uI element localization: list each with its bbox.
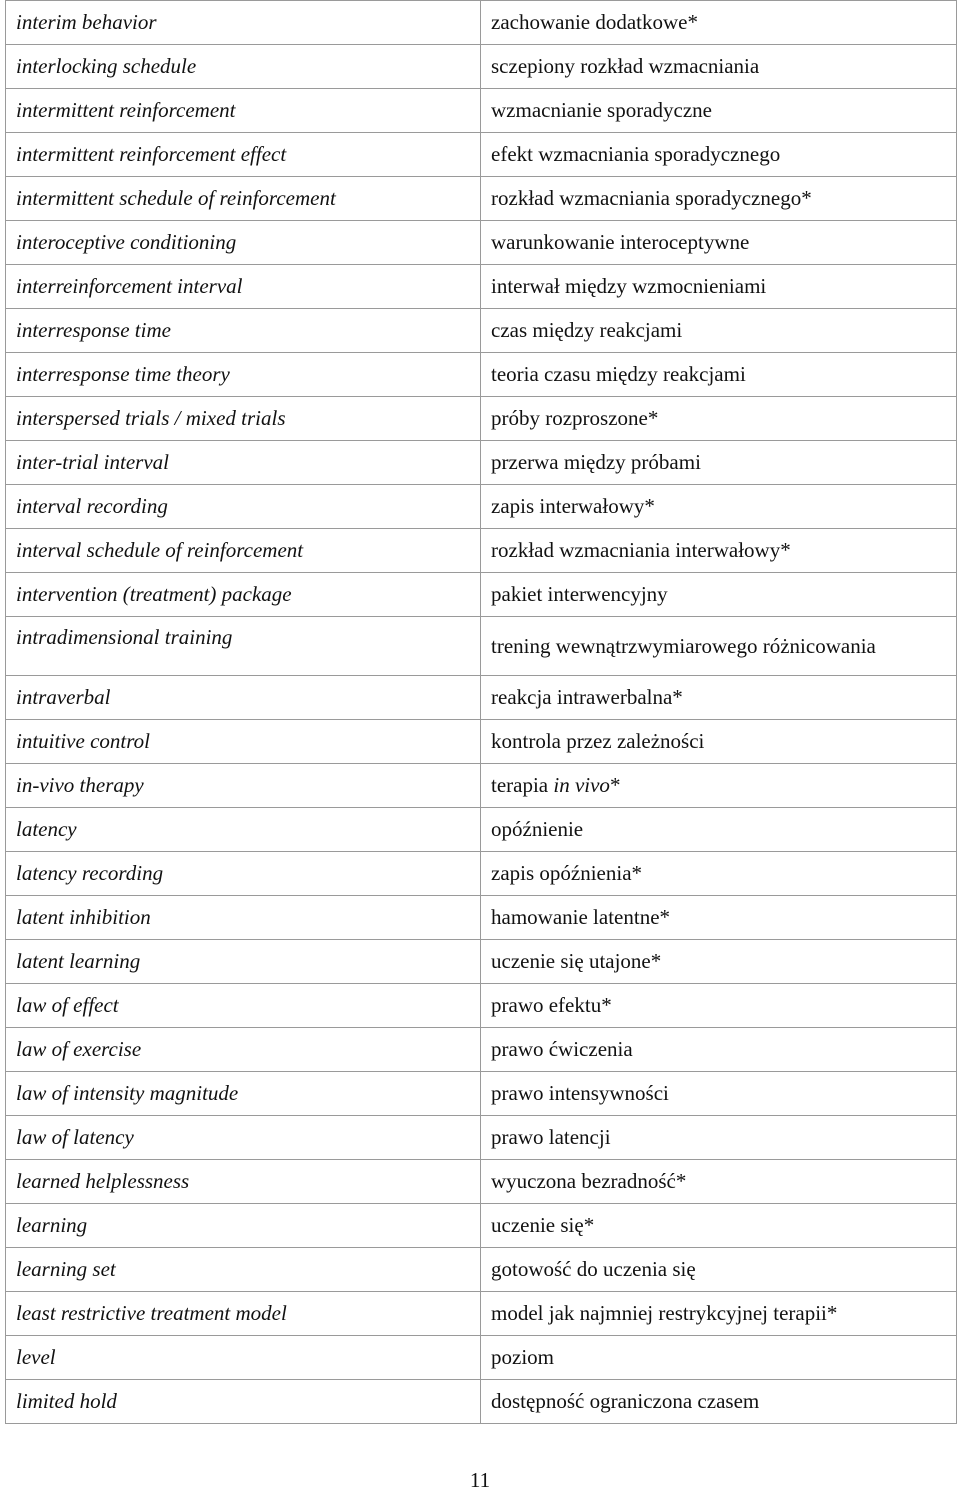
- polish-term-suffix: *: [609, 773, 621, 797]
- table-row: [6, 984, 957, 1028]
- table-row: [6, 177, 957, 221]
- polish-term: dostępność ograniczona czasem: [481, 1380, 957, 1424]
- glossary-table: [5, 0, 957, 1424]
- polish-term: efekt wzmacniania sporadycznego: [481, 133, 957, 177]
- polish-term: [481, 764, 957, 808]
- polish-term: przerwa między próbami: [481, 441, 957, 485]
- table-row: [6, 133, 957, 177]
- english-term: limited hold: [6, 1380, 481, 1424]
- polish-term: zapis opóźnienia*: [481, 852, 957, 896]
- table-row: [6, 1380, 957, 1424]
- english-term: interresponse time: [6, 309, 481, 353]
- polish-term: gotowość do uczenia się: [481, 1248, 957, 1292]
- english-term: interlocking schedule: [6, 45, 481, 89]
- polish-term: opóźnienie: [481, 808, 957, 852]
- english-term: interspersed trials / mixed trials: [6, 397, 481, 441]
- page-number: 11: [469, 1468, 491, 1492]
- english-term: intraverbal: [6, 676, 481, 720]
- polish-term-italic: in vivo: [553, 773, 610, 797]
- english-term: inter-trial interval: [6, 441, 481, 485]
- english-term: intermittent reinforcement: [6, 89, 481, 133]
- english-term: latent learning: [6, 940, 481, 984]
- table-row: [6, 397, 957, 441]
- english-term: level: [6, 1336, 481, 1380]
- polish-term: model jak najmniej restrykcyjnej terapii*: [481, 1292, 957, 1336]
- polish-term: trening wewnątrzwymiarowego różnicowania: [481, 617, 957, 676]
- polish-term: pakiet interwencyjny: [481, 573, 957, 617]
- polish-term: teoria czasu między reakcjami: [481, 353, 957, 397]
- polish-term: uczenie się*: [481, 1204, 957, 1248]
- english-term: law of effect: [6, 984, 481, 1028]
- table-row: [6, 309, 957, 353]
- table-row: [6, 764, 957, 808]
- polish-term: kontrola przez zależności: [481, 720, 957, 764]
- english-term: intradimensional training: [6, 617, 481, 676]
- table-row: [6, 940, 957, 984]
- table-row: [6, 485, 957, 529]
- table-row: [6, 896, 957, 940]
- table-row: [6, 1160, 957, 1204]
- table-row: [6, 441, 957, 485]
- polish-term: uczenie się utajone*: [481, 940, 957, 984]
- polish-term: prawo ćwiczenia: [481, 1028, 957, 1072]
- polish-term: rozkład wzmacniania sporadycznego*: [481, 177, 957, 221]
- table-row: [6, 529, 957, 573]
- english-term: interval recording: [6, 485, 481, 529]
- english-term: law of intensity magnitude: [6, 1072, 481, 1116]
- polish-term: czas między reakcjami: [481, 309, 957, 353]
- english-term: learning set: [6, 1248, 481, 1292]
- table-row: [6, 1116, 957, 1160]
- table-row: [6, 676, 957, 720]
- english-term: latency recording: [6, 852, 481, 896]
- english-term: interim behavior: [6, 1, 481, 45]
- table-row: [6, 1072, 957, 1116]
- polish-term: rozkład wzmacniania interwałowy*: [481, 529, 957, 573]
- english-term: law of exercise: [6, 1028, 481, 1072]
- english-term: interval schedule of reinforcement: [6, 529, 481, 573]
- table-row: [6, 353, 957, 397]
- english-term: interoceptive conditioning: [6, 221, 481, 265]
- english-term: latency: [6, 808, 481, 852]
- table-row: [6, 852, 957, 896]
- english-term: interreinforcement interval: [6, 265, 481, 309]
- polish-term: zapis interwałowy*: [481, 485, 957, 529]
- polish-term: sczepiony rozkład wzmacniania: [481, 45, 957, 89]
- table-row: [6, 1028, 957, 1072]
- polish-term: zachowanie dodatkowe*: [481, 1, 957, 45]
- table-row: [6, 221, 957, 265]
- table-row: [6, 573, 957, 617]
- polish-term: prawo latencji: [481, 1116, 957, 1160]
- polish-term: hamowanie latentne*: [481, 896, 957, 940]
- polish-term: prawo intensywności: [481, 1072, 957, 1116]
- polish-term: próby rozproszone*: [481, 397, 957, 441]
- polish-term: wyuczona bezradność*: [481, 1160, 957, 1204]
- polish-term-prefix: terapia: [491, 773, 554, 797]
- english-term: least restrictive treatment model: [6, 1292, 481, 1336]
- table-row: [6, 1248, 957, 1292]
- polish-term: warunkowanie interoceptywne: [481, 221, 957, 265]
- english-term: interresponse time theory: [6, 353, 481, 397]
- table-row: [6, 89, 957, 133]
- polish-term: reakcja intrawerbalna*: [481, 676, 957, 720]
- english-term: learning: [6, 1204, 481, 1248]
- english-term: intuitive control: [6, 720, 481, 764]
- english-term: intervention (treatment) package: [6, 573, 481, 617]
- english-term: latent inhibition: [6, 896, 481, 940]
- table-row: [6, 720, 957, 764]
- table-row: [6, 265, 957, 309]
- table-row: [6, 1292, 957, 1336]
- english-term: in-vivo therapy: [6, 764, 481, 808]
- polish-term: interwał między wzmocnieniami: [481, 265, 957, 309]
- english-term: intermittent schedule of reinforcement: [6, 177, 481, 221]
- english-term: law of latency: [6, 1116, 481, 1160]
- table-row: [6, 808, 957, 852]
- english-term: learned helplessness: [6, 1160, 481, 1204]
- table-row: [6, 1, 957, 45]
- polish-term: wzmacnianie sporadyczne: [481, 89, 957, 133]
- table-row: [6, 1336, 957, 1380]
- table-row: [6, 45, 957, 89]
- table-row: [6, 617, 957, 676]
- polish-term: prawo efektu*: [481, 984, 957, 1028]
- polish-term: poziom: [481, 1336, 957, 1380]
- english-term: intermittent reinforcement effect: [6, 133, 481, 177]
- table-row: [6, 1204, 957, 1248]
